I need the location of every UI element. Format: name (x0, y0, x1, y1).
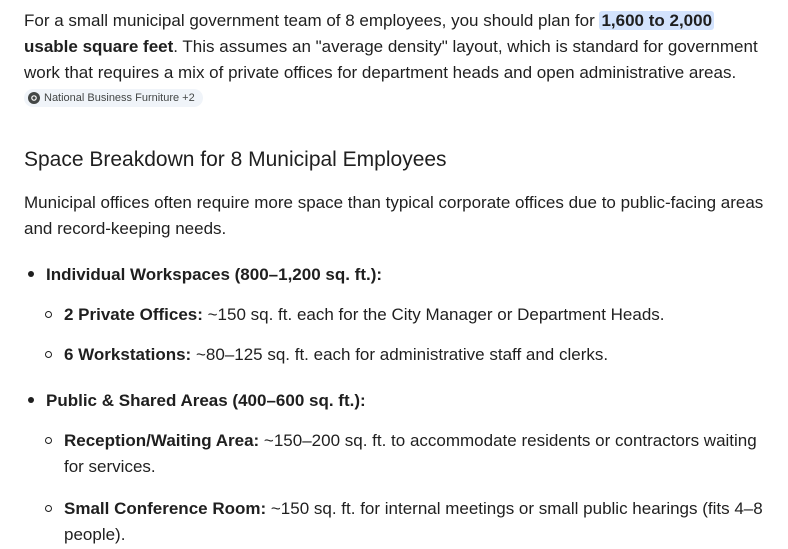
bullet-circle-icon (45, 505, 52, 512)
list-item-text: ~150 sq. ft. for internal meetings or small public hearings (fits 4–8 people). (64, 499, 763, 544)
list-item (64, 496, 764, 548)
list-item-label: Small Conference Room: (64, 499, 267, 518)
bullet-disc-icon (28, 271, 34, 277)
bullet-disc-icon (28, 397, 34, 403)
source-chip[interactable] (24, 89, 203, 107)
list-item-text: ~150 sq. ft. each for the City Manager or Department Heads. (202, 305, 665, 324)
list-item (64, 342, 764, 368)
list-item (64, 302, 764, 328)
bullet-circle-icon (45, 437, 52, 444)
list-item-title: Individual Workspaces (800–1,200 sq. ft.): (46, 265, 383, 284)
intro-text-2: . This assumes an "average density" layout, which is standard for government work that requires a mix of private offices for department heads and open administrative areas. (24, 37, 758, 82)
list-item-title: Public & Shared Areas (400–600 sq. ft.): (46, 391, 366, 410)
section-heading: Space Breakdown for 8 Municipal Employees (24, 148, 447, 171)
bullet-circle-icon (45, 311, 52, 318)
source-chip-label: National Business Furniture +2 (44, 92, 195, 104)
description-paragraph: Municipal offices often require more space than typical corporate offices due to public-facing areas and record-keeping needs. (24, 193, 764, 238)
bullet-circle-icon (45, 351, 52, 358)
intro-paragraph (24, 8, 764, 112)
intro-text-1: For a small municipal government team of 8 employees, you should plan for (24, 11, 600, 30)
list-item-text: ~150–200 sq. ft. to accommodate residents or contractors waiting for services. (64, 431, 757, 476)
intro-bold-text: usable square feet (24, 37, 174, 56)
list-item-text: ~80–125 sq. ft. each for administrative staff and clerks. (191, 345, 609, 364)
list-item-label: Reception/Waiting Area: (64, 431, 260, 450)
list-item-label: 6 Workstations: (64, 345, 192, 364)
list-item-label: 2 Private Offices: (64, 305, 203, 324)
highlighted-range: 1,600 to 2,000 (601, 11, 713, 30)
list-item (64, 428, 764, 480)
source-logo-icon (28, 92, 40, 104)
